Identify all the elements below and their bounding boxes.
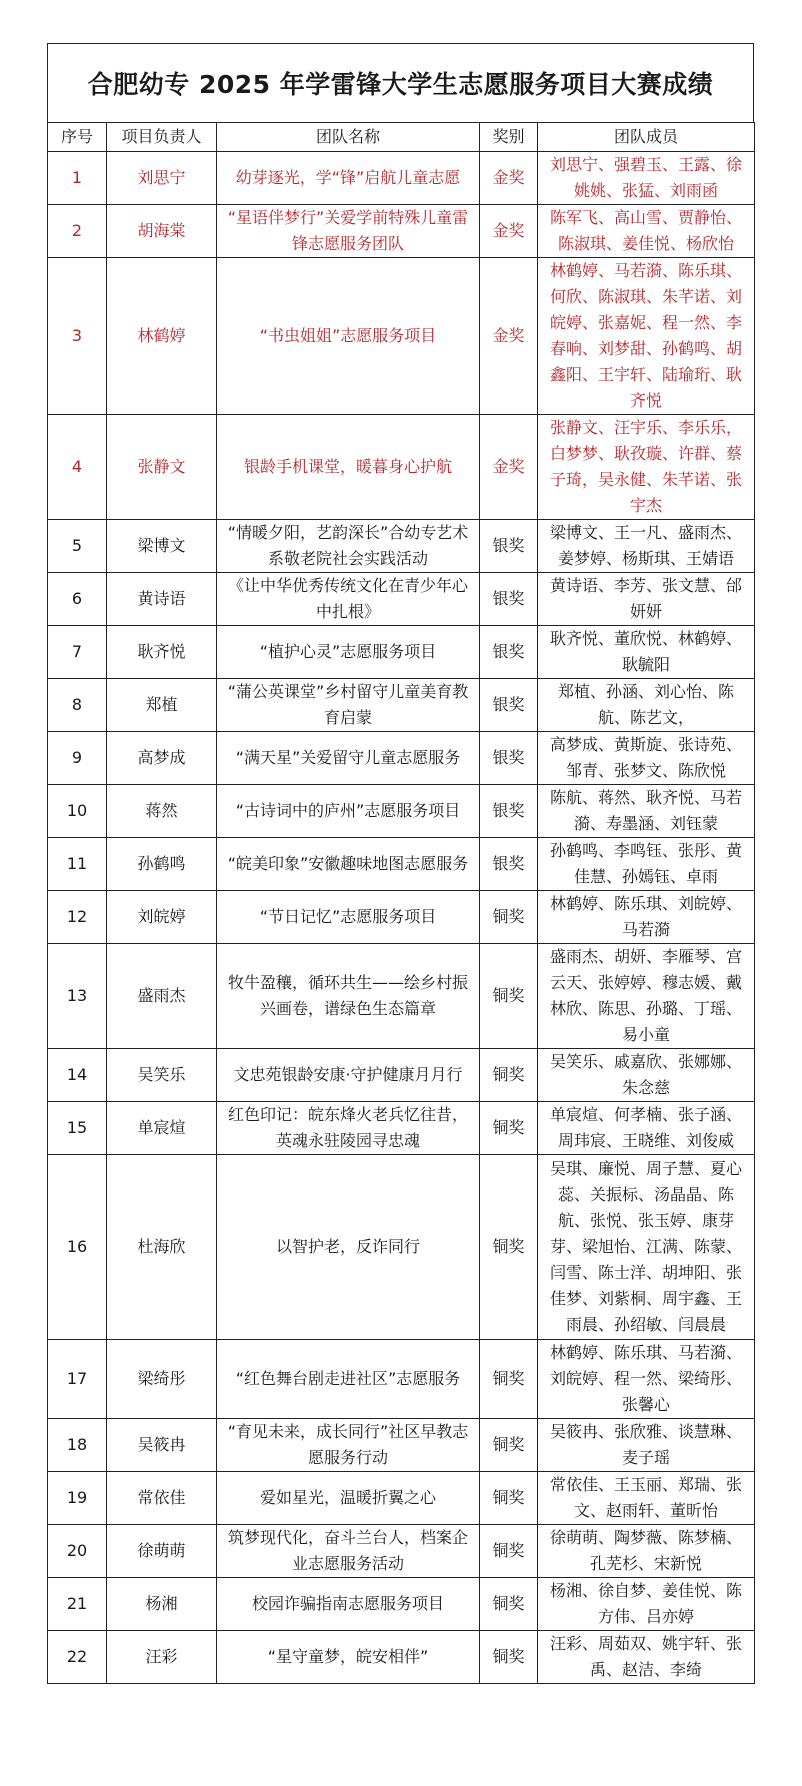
cell-team: “节日记忆”志愿服务项目 [217, 891, 480, 944]
table-row [48, 1631, 755, 1684]
cell-leader: 杜海欣 [107, 1155, 217, 1340]
cell-award: 铜奖 [480, 1102, 538, 1155]
cell-award: 铜奖 [480, 1525, 538, 1578]
cell-members: 吴琪、廉悦、周子慧、夏心蕊、关振标、汤晶晶、陈航、张悦、张玉婷、康芽芽、梁旭怡、江满、陈蒙、闫雪、陈士洋、胡坤阳、张佳梦、刘紫桐、周宇鑫、王雨晨、孙绍敏、闫晨晨 [538, 1155, 755, 1340]
table-row [48, 1419, 755, 1472]
cell-members: 黄诗语、李芳、张文慧、邰妍妍 [538, 573, 755, 626]
header-members: 团队成员 [538, 123, 755, 152]
document-title: 合肥幼专 2025 年学雷锋大学生志愿服务项目大赛成绩 [47, 43, 754, 122]
table-row [48, 415, 755, 520]
cell-team: “育见未来，成长同行”社区早教志愿服务行动 [217, 1419, 480, 1472]
cell-no: 1 [48, 152, 107, 205]
cell-no: 7 [48, 626, 107, 679]
cell-no: 8 [48, 679, 107, 732]
cell-team: 校园诈骗指南志愿服务项目 [217, 1578, 480, 1631]
header-award: 奖别 [480, 123, 538, 152]
cell-no: 2 [48, 205, 107, 258]
cell-team: “星守童梦，皖安相伴” [217, 1631, 480, 1684]
table-row [48, 258, 755, 415]
cell-leader: 杨湘 [107, 1578, 217, 1631]
cell-members: 刘思宁、强碧玉、王露、徐姚姚、张猛、刘雨函 [538, 152, 755, 205]
cell-members: 孙鹤鸣、李鸣钰、张彤、黄佳慧、孙嫣钰、卓雨 [538, 838, 755, 891]
cell-no: 4 [48, 415, 107, 520]
cell-no: 12 [48, 891, 107, 944]
cell-team: 文忠苑银龄安康·守护健康月月行 [217, 1049, 480, 1102]
header-leader: 项目负责人 [107, 123, 217, 152]
table-row [48, 944, 755, 1049]
cell-award: 铜奖 [480, 1340, 538, 1419]
cell-leader: 耿齐悦 [107, 626, 217, 679]
cell-team: “书虫姐姐”志愿服务项目 [217, 258, 480, 415]
cell-no: 16 [48, 1155, 107, 1340]
cell-leader: 梁博文 [107, 520, 217, 573]
cell-award: 银奖 [480, 732, 538, 785]
table-row [48, 1155, 755, 1340]
results-table [47, 122, 755, 1684]
cell-award: 铜奖 [480, 1419, 538, 1472]
cell-award: 银奖 [480, 838, 538, 891]
cell-award: 金奖 [480, 152, 538, 205]
cell-no: 3 [48, 258, 107, 415]
cell-team: “古诗词中的庐州”志愿服务项目 [217, 785, 480, 838]
cell-award: 铜奖 [480, 891, 538, 944]
cell-team: “星语伴梦行”关爱学前特殊儿童雷锋志愿服务团队 [217, 205, 480, 258]
cell-no: 6 [48, 573, 107, 626]
cell-team: 筑梦现代化，奋斗兰台人，档案企业志愿服务活动 [217, 1525, 480, 1578]
cell-members: 常依佳、王玉丽、郑瑞、张文、赵雨轩、董昕怡 [538, 1472, 755, 1525]
cell-team: “情暖夕阳，艺韵深长”合幼专艺术系敬老院社会实践活动 [217, 520, 480, 573]
table-row [48, 626, 755, 679]
table-row [48, 152, 755, 205]
cell-members: 吴笑乐、戚嘉欣、张娜娜、朱念慈 [538, 1049, 755, 1102]
cell-leader: 黄诗语 [107, 573, 217, 626]
table-row [48, 1340, 755, 1419]
cell-award: 银奖 [480, 573, 538, 626]
cell-no: 13 [48, 944, 107, 1049]
cell-team: 以智护老，反诈同行 [217, 1155, 480, 1340]
header-team: 团队名称 [217, 123, 480, 152]
cell-members: 耿齐悦、董欣悦、林鹤婷、耿毓阳 [538, 626, 755, 679]
cell-award: 银奖 [480, 785, 538, 838]
table-row [48, 1049, 755, 1102]
cell-leader: 汪彩 [107, 1631, 217, 1684]
cell-award: 金奖 [480, 415, 538, 520]
table-row [48, 1102, 755, 1155]
cell-team: “红色舞台剧走进社区”志愿服务 [217, 1340, 480, 1419]
cell-no: 22 [48, 1631, 107, 1684]
cell-team: 幼芽逐光，学“锋”启航儿童志愿 [217, 152, 480, 205]
cell-award: 铜奖 [480, 944, 538, 1049]
cell-leader: 盛雨杰 [107, 944, 217, 1049]
table-row [48, 679, 755, 732]
cell-members: 陈军飞、高山雪、贾静怡、陈淑琪、姜佳悦、杨欣怡 [538, 205, 755, 258]
table-body [48, 152, 755, 1684]
table-row [48, 1472, 755, 1525]
cell-members: 张静文、汪宇乐、李乐乐，白梦梦、耿孜璇、许群、蔡子琦，吴永健、朱芊诺、张宇杰 [538, 415, 755, 520]
cell-award: 铜奖 [480, 1155, 538, 1340]
cell-leader: 林鹤婷 [107, 258, 217, 415]
cell-leader: 胡海棠 [107, 205, 217, 258]
table-row [48, 838, 755, 891]
cell-leader: 徐萌萌 [107, 1525, 217, 1578]
cell-team: “蒲公英课堂”乡村留守儿童美育教育启蒙 [217, 679, 480, 732]
cell-no: 19 [48, 1472, 107, 1525]
cell-members: 徐萌萌、陶梦薇、陈梦楠、孔芜杉、宋新悦 [538, 1525, 755, 1578]
results-sheet [47, 43, 754, 1684]
table-row [48, 891, 755, 944]
cell-team: 爱如星光，温暖折翼之心 [217, 1472, 480, 1525]
table-row [48, 1525, 755, 1578]
cell-leader: 吴筱冉 [107, 1419, 217, 1472]
cell-award: 金奖 [480, 258, 538, 415]
cell-award: 铜奖 [480, 1472, 538, 1525]
cell-members: 汪彩、周茹双、姚宇轩、张禹、赵洁、李绮 [538, 1631, 755, 1684]
cell-leader: 吴笑乐 [107, 1049, 217, 1102]
table-row [48, 573, 755, 626]
cell-members: 陈航、蒋然、耿齐悦、马若漪、寿墨涵、刘钰蒙 [538, 785, 755, 838]
table-row [48, 205, 755, 258]
cell-leader: 孙鹤鸣 [107, 838, 217, 891]
cell-award: 铜奖 [480, 1578, 538, 1631]
cell-members: 高梦成、黄斯旋、张诗苑、邹青、张梦文、陈欣悦 [538, 732, 755, 785]
cell-award: 银奖 [480, 520, 538, 573]
cell-no: 11 [48, 838, 107, 891]
table-row [48, 520, 755, 573]
cell-leader: 常依佳 [107, 1472, 217, 1525]
table-header-row [48, 123, 755, 152]
cell-award: 银奖 [480, 679, 538, 732]
cell-leader: 张静文 [107, 415, 217, 520]
cell-leader: 蒋然 [107, 785, 217, 838]
cell-leader: 郑植 [107, 679, 217, 732]
cell-no: 15 [48, 1102, 107, 1155]
cell-team: “皖美印象”安徽趣味地图志愿服务 [217, 838, 480, 891]
cell-team: 牧牛盈穰，循环共生——绘乡村振兴画卷，谱绿色生态篇章 [217, 944, 480, 1049]
header-no: 序号 [48, 123, 107, 152]
cell-team: “植护心灵”志愿服务项目 [217, 626, 480, 679]
cell-members: 林鹤婷、马若漪、陈乐琪、何欣、陈淑琪、朱芊诺、刘皖婷、张嘉妮、程一然、李春响、刘梦甜、孙鹤鸣、胡鑫阳、王宇轩、陆瑜珩、耿齐悦 [538, 258, 755, 415]
cell-award: 金奖 [480, 205, 538, 258]
table-row [48, 1578, 755, 1631]
cell-leader: 单宸煊 [107, 1102, 217, 1155]
cell-no: 9 [48, 732, 107, 785]
cell-members: 单宸煊、何孝楠、张子涵、周玮宸、王晓维、刘俊威 [538, 1102, 755, 1155]
cell-leader: 梁绮彤 [107, 1340, 217, 1419]
cell-no: 10 [48, 785, 107, 838]
cell-no: 5 [48, 520, 107, 573]
cell-members: 郑植、孙涵、刘心怡、陈航、陈艺文， [538, 679, 755, 732]
cell-leader: 刘皖婷 [107, 891, 217, 944]
cell-members: 吴筱冉、张欣雅、谈慧琳、麦子瑶 [538, 1419, 755, 1472]
cell-no: 20 [48, 1525, 107, 1578]
cell-members: 林鹤婷、陈乐琪、刘皖婷、马若漪 [538, 891, 755, 944]
cell-award: 银奖 [480, 626, 538, 679]
cell-award: 铜奖 [480, 1049, 538, 1102]
cell-team: “满天星”关爱留守儿童志愿服务 [217, 732, 480, 785]
cell-award: 铜奖 [480, 1631, 538, 1684]
cell-leader: 刘思宁 [107, 152, 217, 205]
cell-team: 银龄手机课堂，暖暮身心护航 [217, 415, 480, 520]
table-row [48, 785, 755, 838]
cell-team: 红色印记：皖东烽火老兵忆往昔，英魂永驻陵园寻忠魂 [217, 1102, 480, 1155]
cell-team: 《让中华优秀传统文化在青少年心中扎根》 [217, 573, 480, 626]
table-row [48, 732, 755, 785]
cell-no: 17 [48, 1340, 107, 1419]
cell-members: 林鹤婷、陈乐琪、马若漪、刘皖婷、程一然、梁绮彤、张馨心 [538, 1340, 755, 1419]
cell-members: 梁博文、王一凡、盛雨杰、姜梦婷、杨斯琪、王婧语 [538, 520, 755, 573]
cell-no: 21 [48, 1578, 107, 1631]
cell-leader: 高梦成 [107, 732, 217, 785]
cell-members: 杨湘、徐自梦、姜佳悦、陈方伟、吕亦婷 [538, 1578, 755, 1631]
cell-members: 盛雨杰、胡妍、李雁琴、宫云天、张婷婷、穆志媛、戴林欣、陈思、孙璐、丁瑶、易小童 [538, 944, 755, 1049]
cell-no: 18 [48, 1419, 107, 1472]
cell-no: 14 [48, 1049, 107, 1102]
